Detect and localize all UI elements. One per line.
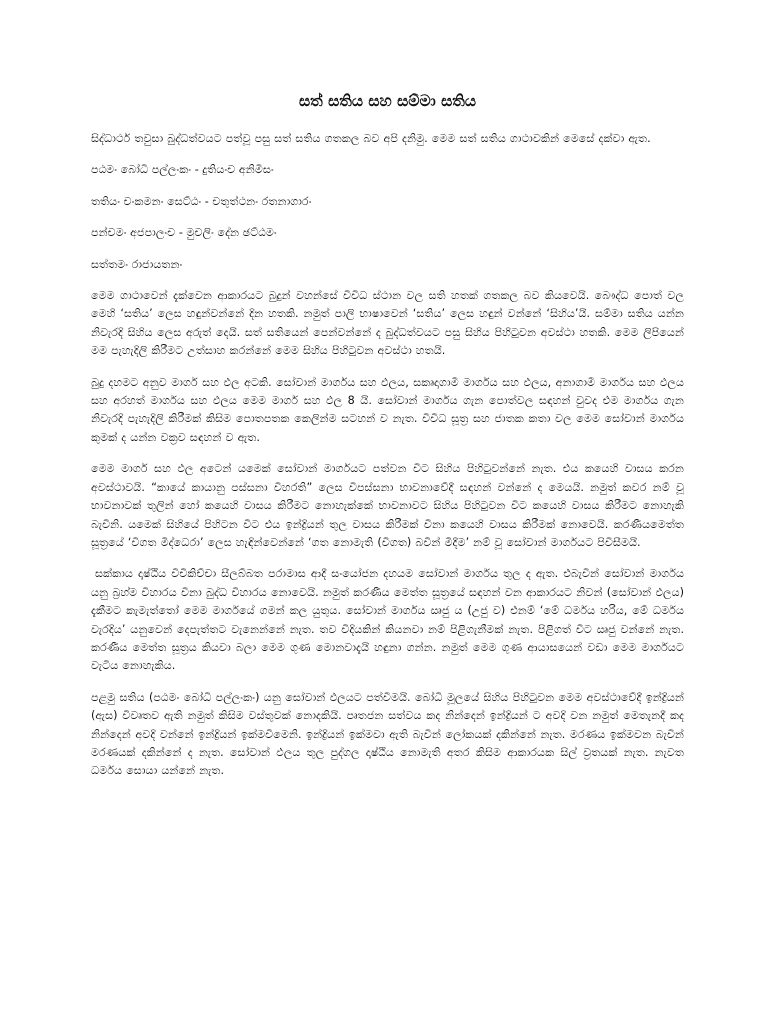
gatha-line-1: පඨමං බෝධි පල්ලංකං - දුතියංච අනිමිසං xyxy=(91,163,274,177)
gatha-line-4: සත්තමං රාජායතනං xyxy=(91,257,183,271)
body-paragraph-1: මෙම ගාථාවෙන් දැක්වෙන ආකාරයට බුදුන් වහන්සේ විවිධ ස්ථාන වල සති හතක් ගතකල බව කියවෙයි. බෞද්ධ පොත් වල මෙහි ‘සතිය’ ලෙස හඳුන්වන්නේ දින හතකි. නමුත් පාලි භාෂාවෙන් ‘සතිය’ ලෙස හඳුන් වන්නේ ‘සිහිය’යි. සම්මා සතිය යන්න නිවැරදි සිහිය ලෙස අරුත් දෙයි. සත් සතියෙන් පෙන්වන්නේ ද බුද්ධත්වයට පසු සිහිය පිහිටුවන අවස්ථා හතකි. මෙම ලිපියෙන් මම පැහැදිලි කිරීමට උත්සාහ කරන්නේ මෙම සිහිය පිහිටුවන අවස්ථා හතයි. xyxy=(91,289,684,358)
body-paragraph-4: සක්කාය දෘෂ්ඨිය විචිකිච්චා සීලබ්බත පරාමාස ආදී සංයෝජන දහයම සෝවාන් මාර්ගය තුල ද ඇත. එබැවින් සෝවාන් මාර්ගය යනු බ්‍රහ්ම විහාරය විනා බුද්ධ විහාරය නොවෙයි. නමුත් කරණීය මෙත්ත සූත්‍රයේ සඳහන් වන ආකාරයට නිවන් (සෝවාන් ඵලය) දැකීමට කැමැත්තෝ මෙම මාර්ගයේ ගමන් කල යුතුය. සෝවාන් මාර්ගය ඍජු ය (උජු ව) එනම් ‘මේ ධර්මය හරිය, මේ ධර්මය වැරදිය’ යනුවෙන් දෙපැත්තට වැනෙන්නේ නැත. තව විදියකින් කියනවා නම් පිළිගැනීමක් නැත. පිළිගත් විට ඍජු වන්නේ නැත. කරණීය මෙත්ත සූත්‍රය කියවා බලා මෙම ගුණ මොනවාදැයි හඳුනා ගන්න. නමුත් මෙම ගුණ ආයාසයෙන් වඩා මෙම මාර්ගයට වැටිය නොහැකිය. xyxy=(91,567,684,673)
body-paragraph-2: බුදු දහමට අනුව මාර්ග සහ ඵල අටකි. සෝවාන් මාර්ගය සහ ඵලය, සකෘදාගාමී මාර්ගය සහ ඵලය, අනාගාමී මාර්ගය සහ ඵලය සහ අරහත් මාර්ගය සහ ඵලය මෙම මාර්ග සහ ඵල 8 යි. සෝවාන් මාර්ගය ගැන පොත්වල සඳහන් වුවද එම මාර්ගය ගැන නිවැරදි පැහැදිලි කිරීමක් කිසිම පොතපතක කෙලින්ම සටහන් ව නැත. විවිධ සූත්‍ර සහ ජාතක කතා වල මෙම සෝවාන් මාර්ගය කුමක් ද යන්න වක්‍රව සඳහන් ව ඇත. xyxy=(91,375,684,444)
document-title: සත් සතිය සහ සම්මා සතිය xyxy=(299,92,476,110)
body-paragraph-3: මෙම මාර්ග සහ ඵල අටෙන් යමෙක් සෝවාන් මාර්ගයට පත්වන විට සිහිය පිහිටුවන්නේ නැත. එය කයෙහි වාසය කරන අවස්ථාවයි. “කායේ කායානු පස්සනා විහරති” ලෙස විපස්සනා භාවනාවේදී සඳහන් වන්නේ ද මෙයයි. නමුත් කවර නම් වූ භාවනාවක් තුලින් හෝ කයෙහි වාසය කිරීමට නොහැක්කේ භාවනාවට සිහිය පිහිටුවන විට කයෙහි වාසය කිරීමට නොහැකි බැවිනි. යමෙක් සිහියේ පිහිටන විට එය ඉන්ද්‍රියන් තුල වාසය කිරීමක් විනා කයෙහි වාසය කිරීමක් නොවෙයි. කරණීයමෙත්ත සූත්‍රයේ ‘විගත මිද්ධෙරා’ ලෙස හැඳින්වෙන්නේ ‘ගත නොමැති (විගත) බවින් මිදීම’ නම් වූ සෝවාන් මාර්ගයට පිවිසීමයි. xyxy=(91,462,684,549)
body-paragraph-5: පළමු සතිය (පඨමං බෝධි පල්ලංකං) යනු සෝවාන් ඵලයට පත්වීමයි. බෝධි මූලයේ සිහිය පිහිටුවන මෙම අවස්ථාවේදී ඉන්ද්‍රියන් (ඇස) විවෘතව ඇති නමුත් කිසිම වස්තුවක් නොදකියි. පෘතජන සත්වය කද නින්දෙන් ඉන්ද්‍රියන් ට අවදි වන නමුත් මෙතැනදී කද නින්දෙන් අවදි වන්නේ ඉන්ද්‍රියන් ඉක්මවීමෙනි. ඉන්ද්‍රියන් ඉක්මවා ඇති බැවින් ලෝකයක් දකින්නේ නැත. මරණය ඉක්මවන බැවින් මරණයක් දකින්නේ ද නැත. සෝවාන් ඵලය තුල පුද්ගල දෘෂ්ඨිය නොමැති අතර කිසිම ආකාරයක සිල් ව්‍රතයක් නැත. නැවත ධර්මය සොයා යන්නේ නැත. xyxy=(91,690,684,778)
gatha-line-3: පන්චමං අජපාලංච - මුචලිං දේන ඡට්ඨමං xyxy=(91,226,277,240)
intro-paragraph: සිද්ධාර්ථ තවුසා බුද්ධත්වයට පත්වූ පසු සත් සතිය ගතකල බව අපි දනිමු. මෙම සත් සතිය ගාථාවකින් මෙසේ දක්වා ඇත. xyxy=(91,132,651,145)
gatha-line-2: තතියං චංකමනං සෙට්ඨං - චතුත්ථනං රතනාගාරං xyxy=(91,194,312,208)
